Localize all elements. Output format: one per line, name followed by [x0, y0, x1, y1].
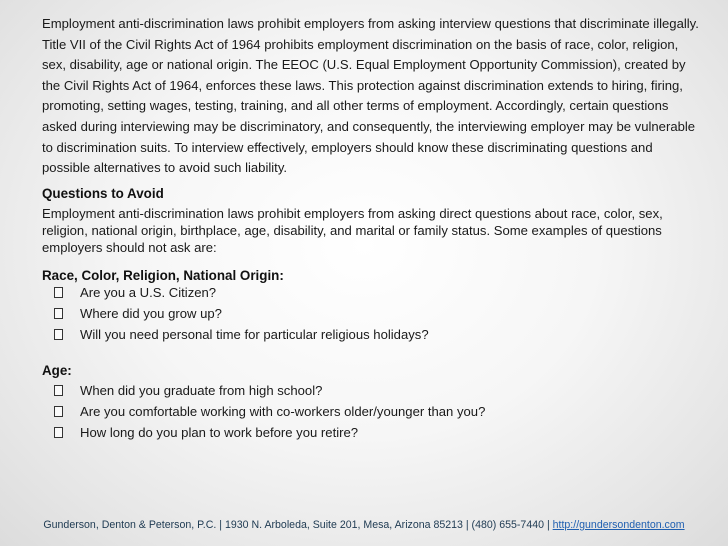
list-item [54, 303, 694, 324]
bullet-box-icon [54, 308, 63, 319]
avoid-paragraph: Employment anti-discrimination laws prohibit employers from asking direct questions about race, color, sex, religion, national origin, birthplace, age, disability, and marital or family status. Some examples of questions employers should not ask are: [42, 206, 663, 255]
questions-to-avoid-heading: Questions to Avoid [42, 186, 164, 201]
question-text: When did you graduate from high school? [80, 383, 323, 398]
bullet-box-icon [54, 287, 63, 298]
race-section-heading: Race, Color, Religion, National Origin: [42, 268, 284, 283]
website-link[interactable]: http://gundersondenton.com [552, 519, 685, 531]
footer-contact-text: Gunderson, Denton & Peterson, P.C. | 1930 N. Arboleda, Suite 201, Mesa, Arizona 85213 | (480) 655-7440 | [43, 519, 553, 531]
bullet-box-icon [54, 427, 63, 438]
age-section-heading: Age: [42, 363, 72, 378]
list-item [54, 401, 694, 422]
bullet-box-icon [54, 329, 63, 340]
list-item [54, 324, 694, 345]
race-question-list [54, 282, 694, 345]
list-item [54, 422, 694, 443]
question-text: Will you need personal time for particular religious holidays? [80, 327, 429, 342]
footer [0, 519, 728, 531]
list-item [54, 380, 694, 401]
list-item [54, 282, 694, 303]
intro-paragraph: Employment anti-discrimination laws prohibit employers from asking interview questions that discriminate illegally. Title VII of the Civil Rights Act of 1964 prohibits employment discrimination on the basis of race, color, religion, sex, disability, age or national origin. The EEOC (U.S. Equal Employment Opportunity Commission), created by the Civil Rights Act of 1964, enforces these laws. This protection against discrimination extends to hiring, firing, promoting, setting wages, testing, training, and all other terms of employment. Accordingly, certain questions asked during interviewing may be discriminatory, and consequently, the interviewing employer may be vulnerable to discrimination suits. To interview effectively, employers should know these discriminating questions and possible alternatives to avoid such liability. [42, 16, 699, 176]
question-text: Where did you grow up? [80, 306, 222, 321]
question-text: How long do you plan to work before you retire? [80, 425, 359, 440]
question-text: Are you a U.S. Citizen? [80, 285, 217, 300]
bullet-box-icon [54, 406, 63, 417]
age-question-list [54, 380, 694, 443]
bullet-box-icon [54, 385, 63, 396]
question-text: Are you comfortable working with co-workers older/younger than you? [80, 404, 486, 419]
